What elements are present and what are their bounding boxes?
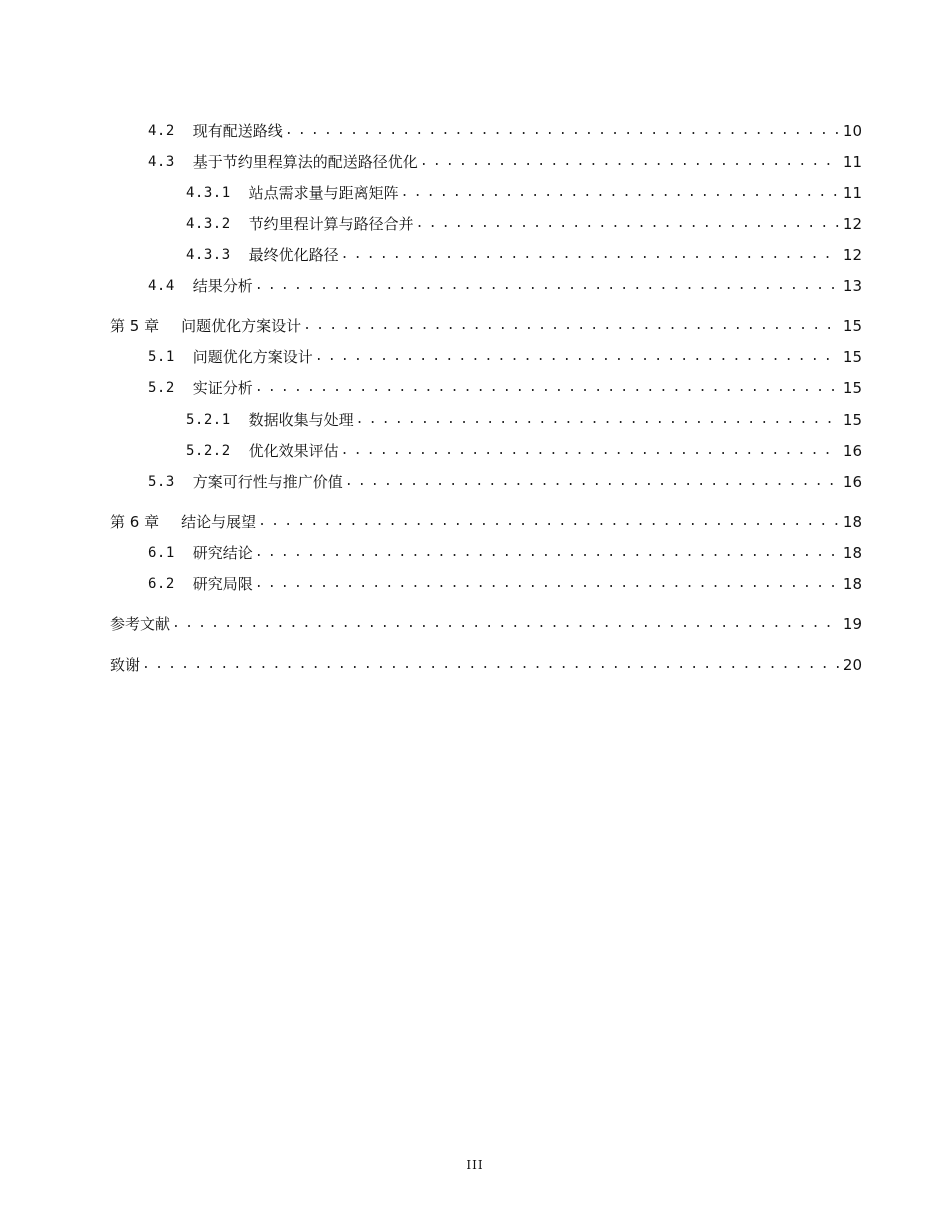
dot-leader — [401, 183, 839, 203]
toc-entry-title: 最终优化路径 — [248, 246, 339, 264]
toc-chapter-number: 第 5 章 — [110, 317, 160, 335]
toc-entry-number: 5.2 — [148, 380, 175, 396]
toc-entry-number: 5.3 — [148, 474, 175, 490]
toc-entry-number: 4.4 — [148, 278, 175, 294]
toc-chapter-number: 第 6 章 — [110, 513, 160, 531]
toc-entry[interactable] — [186, 241, 862, 265]
toc-entry[interactable] — [148, 570, 862, 594]
dot-leader — [142, 655, 839, 675]
toc-entry-title: 基于节约里程算法的配送路径优化 — [192, 153, 418, 171]
toc-entry-title: 问题优化方案设计 — [181, 317, 302, 335]
toc-entry-title: 结论与展望 — [181, 513, 257, 531]
toc-entry-title: 研究结论 — [192, 544, 253, 562]
toc-entry-page: 11 — [842, 153, 862, 171]
toc-entry[interactable] — [186, 179, 862, 203]
toc-entry-number: 5.2.1 — [186, 412, 231, 428]
toc-acknowledgements-entry[interactable] — [110, 651, 862, 675]
toc-entry[interactable] — [148, 148, 862, 172]
toc-entry-number: 4.3.1 — [186, 185, 231, 201]
dot-leader — [258, 512, 839, 532]
toc-entry-number: 4.3.3 — [186, 247, 231, 263]
toc-entry-page: 12 — [842, 246, 862, 264]
dot-leader — [315, 347, 839, 367]
toc-entry[interactable] — [186, 210, 862, 234]
dot-leader — [303, 316, 839, 336]
dot-leader — [172, 614, 839, 634]
toc-entry-page: 16 — [842, 442, 862, 460]
toc-entry-number: 4.3.2 — [186, 216, 231, 232]
toc-entry-number: 6.1 — [148, 545, 175, 561]
toc-entry-page: 15 — [842, 348, 862, 366]
toc-entry-page: 10 — [842, 122, 862, 140]
toc-entry-title: 数据收集与处理 — [248, 411, 354, 429]
dot-leader — [341, 245, 839, 265]
toc-entry-number: 6.2 — [148, 576, 175, 592]
toc-entry-page: 16 — [842, 473, 862, 491]
page-number: III — [466, 1158, 484, 1172]
toc-entry-page: 13 — [842, 277, 862, 295]
toc-entry-page: 20 — [842, 656, 862, 674]
toc-entry-title: 站点需求量与距离矩阵 — [248, 184, 399, 202]
dot-leader — [416, 214, 839, 234]
toc-entry[interactable] — [148, 374, 862, 398]
toc-entry-number: 4.3 — [148, 154, 175, 170]
toc-entry-title: 研究局限 — [192, 575, 253, 593]
toc-entry[interactable] — [148, 539, 862, 563]
toc-entry-number: 4.2 — [148, 123, 175, 139]
toc-chapter-entry[interactable] — [110, 312, 862, 336]
toc-entry-page: 15 — [842, 317, 862, 335]
toc-entry-page: 18 — [842, 575, 862, 593]
toc-entry-title: 节约里程计算与路径合并 — [248, 215, 414, 233]
dot-leader — [341, 441, 839, 461]
dot-leader — [285, 121, 839, 141]
toc-entry-title: 问题优化方案设计 — [192, 348, 313, 366]
toc-references-entry[interactable] — [110, 610, 862, 634]
toc-entry-page: 18 — [842, 513, 862, 531]
dot-leader — [255, 574, 839, 594]
toc-entry-title: 致谢 — [110, 656, 141, 674]
dot-leader — [255, 378, 839, 398]
dot-leader — [255, 543, 839, 563]
dot-leader — [255, 276, 839, 296]
toc-entry-page: 15 — [842, 411, 862, 429]
toc-entry-page: 15 — [842, 379, 862, 397]
toc-entry[interactable] — [148, 343, 862, 367]
toc-entry-page: 19 — [842, 615, 862, 633]
toc-entry-number: 5.2.2 — [186, 443, 231, 459]
toc-entry-number: 5.1 — [148, 349, 175, 365]
toc-entry[interactable] — [148, 117, 862, 141]
toc-entry-title: 结果分析 — [192, 277, 253, 295]
dot-leader — [356, 410, 839, 430]
toc-entry-title: 方案可行性与推广价值 — [192, 473, 343, 491]
toc-entry-page: 11 — [842, 184, 862, 202]
toc-entry-title: 参考文献 — [110, 615, 171, 633]
dot-leader — [345, 472, 839, 492]
toc-entry[interactable] — [148, 468, 862, 492]
toc-entry-title: 现有配送路线 — [192, 122, 283, 140]
toc-entry-page: 12 — [842, 215, 862, 233]
toc-entry[interactable] — [186, 437, 862, 461]
toc-chapter-entry[interactable] — [110, 508, 862, 532]
toc-entry-title: 实证分析 — [192, 379, 253, 397]
toc-entry[interactable] — [186, 406, 862, 430]
dot-leader — [420, 152, 839, 172]
toc-entry-title: 优化效果评估 — [248, 442, 339, 460]
toc-entry[interactable] — [148, 272, 862, 296]
toc-entry-page: 18 — [842, 544, 862, 562]
